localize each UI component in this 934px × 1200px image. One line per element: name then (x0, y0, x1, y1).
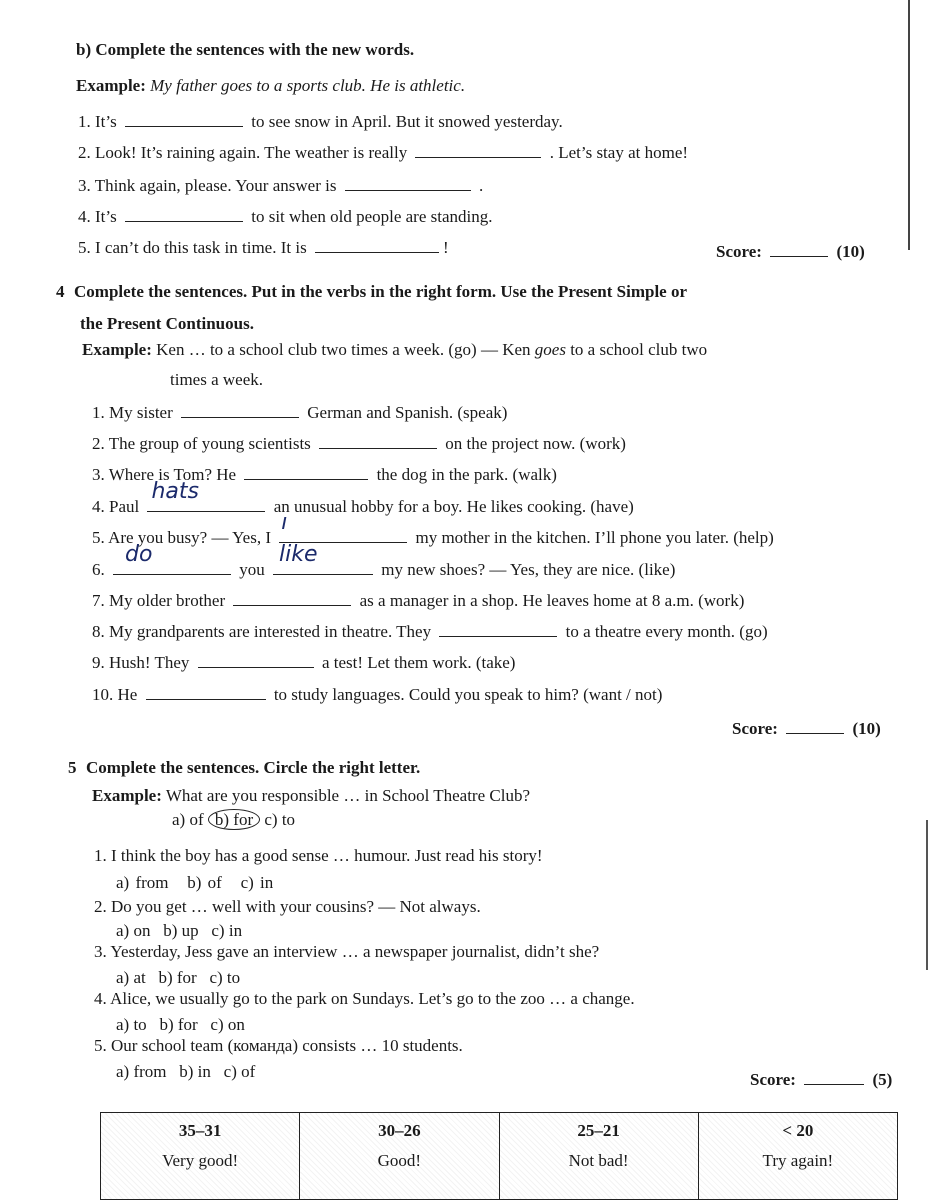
section-number: 4 (56, 282, 65, 301)
option-c[interactable]: c) to (209, 968, 241, 987)
score-blank[interactable] (804, 1070, 864, 1085)
answer-blank[interactable] (439, 622, 557, 637)
answer-blank[interactable] (273, 542, 373, 575)
grade-label: Very good! (162, 1151, 239, 1170)
section-4-example: Example: Ken … to a school club two times a week. (go) — Ken goes to a school club two (82, 340, 708, 359)
list-item: 3. Think again, please. Your answer is . (78, 176, 484, 195)
section-5-header: 5 Complete the sentences. Circle the right letter. (68, 758, 421, 777)
list-item: 4. Alice, we usually go to the park on Sundays. Let’s go to the zoo … a change. (94, 989, 635, 1008)
circled-option: b) for (208, 809, 260, 830)
option-b[interactable]: b) up (163, 921, 199, 940)
grade-label: Good! (377, 1151, 422, 1170)
options-row (116, 1015, 245, 1035)
grading-table (100, 1112, 898, 1200)
handwritten-answer: hats (151, 479, 199, 504)
option-a[interactable]: a) to (116, 1015, 147, 1034)
list-item: 1. It’s to see snow in April. But it snowed yesterday. (78, 112, 563, 131)
answer-blank[interactable] (181, 403, 299, 418)
section-4-header: 4 Complete the sentences. Put in the verbs in the right form. Use the Present Simple or (56, 282, 688, 301)
section-number: 5 (68, 758, 77, 777)
option-c[interactable]: c) in (240, 873, 274, 892)
score-blank[interactable] (770, 242, 828, 257)
option-a[interactable]: a) from (116, 873, 169, 892)
answer-blank[interactable] (146, 685, 266, 700)
example-label: Example: (76, 76, 146, 95)
score-3b: Score: (10) (716, 242, 865, 261)
options-row (116, 921, 242, 941)
answer-blank[interactable] (415, 143, 541, 158)
answer-blank[interactable] (279, 510, 407, 543)
section-4-example-line2: times a week. (170, 370, 263, 389)
answer-blank[interactable] (319, 434, 437, 449)
list-item: 2. Do you get … well with your cousins? — Not always. (94, 897, 481, 916)
list-item: 1. My sister German and Spanish. (speak) (92, 403, 508, 422)
example-label: Example: (92, 786, 162, 805)
option-c[interactable]: c) on (210, 1015, 245, 1034)
answer-blank[interactable] (233, 591, 351, 606)
score-4: Score: (10) (732, 719, 881, 738)
option-a[interactable]: a) on (116, 921, 151, 940)
grade-range: < 20 (782, 1121, 814, 1140)
option-c[interactable]: c) in (211, 921, 243, 940)
list-item: 2. Look! It’s raining again. The weather is really . Let’s stay at home! (78, 143, 689, 162)
page-edge-line (908, 0, 910, 250)
answer-blank[interactable] (244, 465, 368, 480)
option-b[interactable]: b) for (159, 1015, 198, 1034)
options-row (116, 968, 240, 988)
list-item: 5. I can’t do this task in time. It is ! (78, 238, 449, 257)
option-b[interactable]: b) of (187, 873, 222, 892)
answer-blank[interactable] (345, 176, 471, 191)
handwritten-answer: like (279, 542, 318, 567)
option-b[interactable]: b) for (158, 968, 197, 987)
section-3b-header: b) Complete the sentences with the new words. (76, 40, 415, 59)
list-item: 5. Our school team (команда) consists … 10 students. (94, 1036, 463, 1055)
grade-cell (499, 1113, 698, 1200)
score-5: Score: (5) (750, 1070, 893, 1089)
example-label: Example: (82, 340, 152, 359)
option-a[interactable]: a) at (116, 968, 146, 987)
options-row (116, 1062, 255, 1082)
list-item: 6. do you like my new shoes? — Yes, they are nice. (like) (92, 542, 676, 579)
grade-label: Not bad! (568, 1151, 629, 1170)
answer-blank[interactable] (147, 479, 265, 512)
grade-cell (300, 1113, 499, 1200)
options-row (116, 873, 273, 893)
section-3b-example (76, 76, 465, 96)
example-text: My father goes to a sports club. He is athletic. (150, 76, 466, 95)
list-item: 10. He to study languages. Could you speak to him? (want / not) (92, 685, 663, 704)
option-c[interactable]: c) of (223, 1062, 256, 1081)
answer-blank[interactable] (315, 238, 439, 253)
section-5-example: Example: What are you responsible … in School Theatre Club? (92, 786, 530, 805)
list-item: 1. I think the boy has a good sense … humour. Just read his story! (94, 846, 543, 865)
list-item: 9. Hush! They a test! Let them work. (take) (92, 653, 516, 672)
answer-blank[interactable] (198, 653, 314, 668)
page-edge-line (926, 820, 928, 970)
score-blank[interactable] (786, 719, 844, 734)
list-item: 3. Yesterday, Jess gave an interview … a newspaper journalist, didn’t she? (94, 942, 600, 961)
grade-range: 30–26 (378, 1121, 421, 1140)
option-b[interactable]: b) in (179, 1062, 211, 1081)
handwritten-answer: do (125, 542, 153, 567)
list-item: 5. Are you busy? — Yes, I ı my mother in the kitchen. I’ll phone you later. (help) (92, 510, 774, 547)
list-item: 2. The group of young scientists on the project now. (work) (92, 434, 626, 453)
answer-blank[interactable] (125, 207, 243, 222)
list-item: 8. My grandparents are interested in theatre. They to a theatre every month. (go) (92, 622, 768, 641)
grade-cell (698, 1113, 897, 1200)
list-item: 4. It’s to sit when old people are standing. (78, 207, 493, 226)
handwritten-answer: ı (281, 510, 288, 535)
grade-label: Try again! (762, 1151, 834, 1170)
section-5-example-options: a) of b) for c) to (172, 810, 296, 829)
answer-blank[interactable] (125, 112, 243, 127)
list-item: 3. Where is Tom? He the dog in the park. (walk) (92, 465, 557, 484)
answer-blank[interactable] (113, 542, 231, 575)
grade-range: 25–21 (577, 1121, 620, 1140)
grade-range: 35–31 (178, 1121, 222, 1140)
list-item: 4. Paul hats an unusual hobby for a boy. He likes cooking. (have) (92, 479, 634, 516)
table-row (101, 1113, 898, 1200)
grade-cell (101, 1113, 300, 1200)
section-4-header-line2: the Present Continuous. (80, 314, 254, 333)
list-item: 7. My older brother as a manager in a shop. He leaves home at 8 a.m. (work) (92, 591, 745, 610)
option-a[interactable]: a) from (116, 1062, 167, 1081)
